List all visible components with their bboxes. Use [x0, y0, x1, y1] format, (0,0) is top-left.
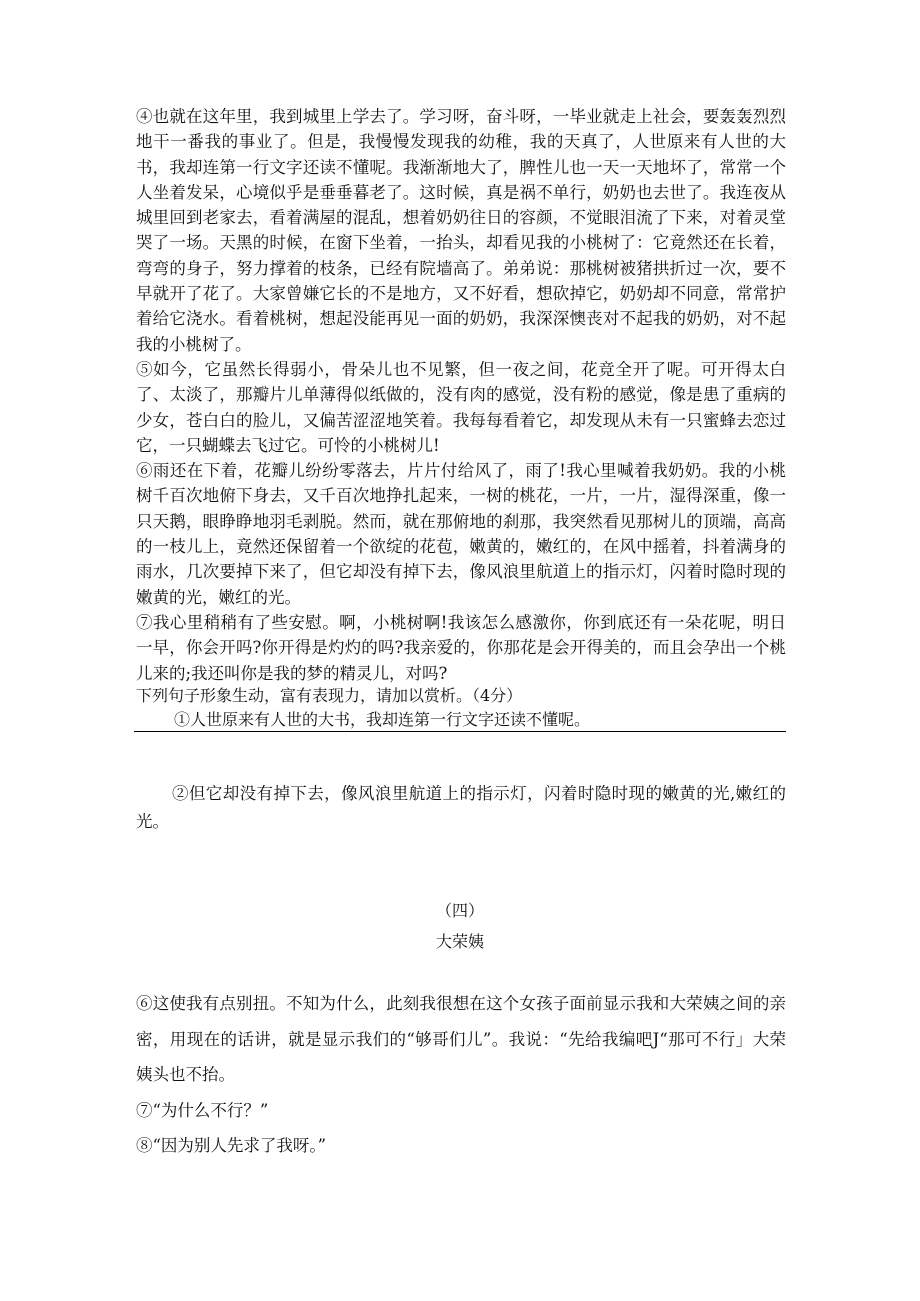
question-prompt: 下列句子形象生动，富有表现力，请加以赏析。（4分）	[136, 686, 523, 705]
question-item-1: ①人世原来有人世的大书，我却连第一行文字还读不懂呢。	[174, 710, 591, 729]
question-item-2: ②但它却没有掉下去，像风浪里航道上的指示灯，闪着时隐时现的嫩黄的光,嫩红的光。	[136, 784, 786, 831]
reading-passage-aunt-darong	[136, 986, 786, 1164]
question-item-2-block	[136, 780, 786, 836]
section4-paragraph-8: ⑧“因为别人先求了我呀。”	[136, 1136, 327, 1156]
reading-passage-peach-tree	[136, 104, 786, 686]
section4-paragraph-7: ⑦“为什么不行？”	[136, 1100, 269, 1120]
paragraph-7: ⑦我心里稍稍有了些安慰。啊，小桃树啊!我该怎么感激你，你到底还有一朵花呢，明日一早，你会开吗?你开得是灼灼的吗?我亲爱的，你那花是会开得美的，而且会孕出一个桃儿来的;我还叫你是我的梦的精灵儿，对吗?	[136, 612, 786, 683]
section-title: 大荣姨	[435, 932, 484, 951]
paragraph-4: ④也就在这年里，我到城里上学去了。学习呀，奋斗呀，一毕业就走上社会，要轰轰烈烈地干一番我的事业了。但是，我慢慢发现我的幼稚，我的天真了，人世原来有人世的大书，我却连第一行文字还读不懂呢。我渐渐地大了，脾性儿也一天一天地坏了，常常一个人坐着发呆，心境似乎是垂垂暮老了。这时候，真是祸不单行，奶奶也去世了。我连夜从城里回到老家去，看着满屋的混乱，想着奶奶往日的容颜，不觉眼泪流了下来，对着灵堂哭了一场。天黑的时候，在窗下坐着，一抬头，却看见我的小桃树了：它竟然还在长着，弯弯的身子，努力撑着的枝条，已经有院墙高了。弟弟说：那桃树被猪拱折过一次，要不早就开了花了。大家曾嫌它长的不是地方，又不好看，想砍掉它，奶奶却不同意，常常护着给它浇水。看着桃树，想起没能再见一面的奶奶，我深深懊丧对不起我的奶奶，对不起我的小桃树了。	[136, 107, 786, 354]
answer-line	[134, 731, 786, 732]
section-number: （四）	[435, 901, 484, 920]
paragraph-5: ⑤如今，它虽然长得弱小，骨朵儿也不见繁，但一夜之间，花竞全开了呢。可开得太白了、太淡了，那瓣片儿单薄得似纸做的，没有肉的感觉，没有粉的感觉，像是患了重病的少女，苍白白的脸儿，又偏苦涩涩地笑着。我每每看着它，却发现从未有一只蜜蜂去恋过它，一只蝴蝶去飞过它。可怜的小桃树儿!	[136, 359, 786, 455]
section4-paragraph-6: ⑥这使我有点别扭。不知为什么，此刻我很想在这个女孩子面前显示我和大荣姨之间的亲密，用现在的话讲，就是显示我们的“够哥们儿”。我说：“先给我编吧J“那可不行」大荣姨头也不抬。	[136, 994, 786, 1085]
paragraph-6: ⑥雨还在下着，花瓣儿纷纷零落去，片片付给风了，雨了!我心里喊着我奶奶。我的小桃树千百次地俯下身去，又千百次地挣扎起来，一树的桃花，一片，一片，湿得深重，像一只天鹅，眼睁睁地羽毛剥脱。然而，就在那俯地的刹那，我突然看见那树儿的顶端，高高的一枝儿上，竟然还保留着一个欲绽的花苞，嫩黄的，嫩红的，在风中摇着，抖着满身的雨水，几次要掉下来了，但它却没有掉下去，像风浪里航道上的指示灯，闪着时隐时现的嫩黄的光，嫩红的光。	[136, 461, 786, 607]
appreciation-question	[136, 684, 786, 732]
